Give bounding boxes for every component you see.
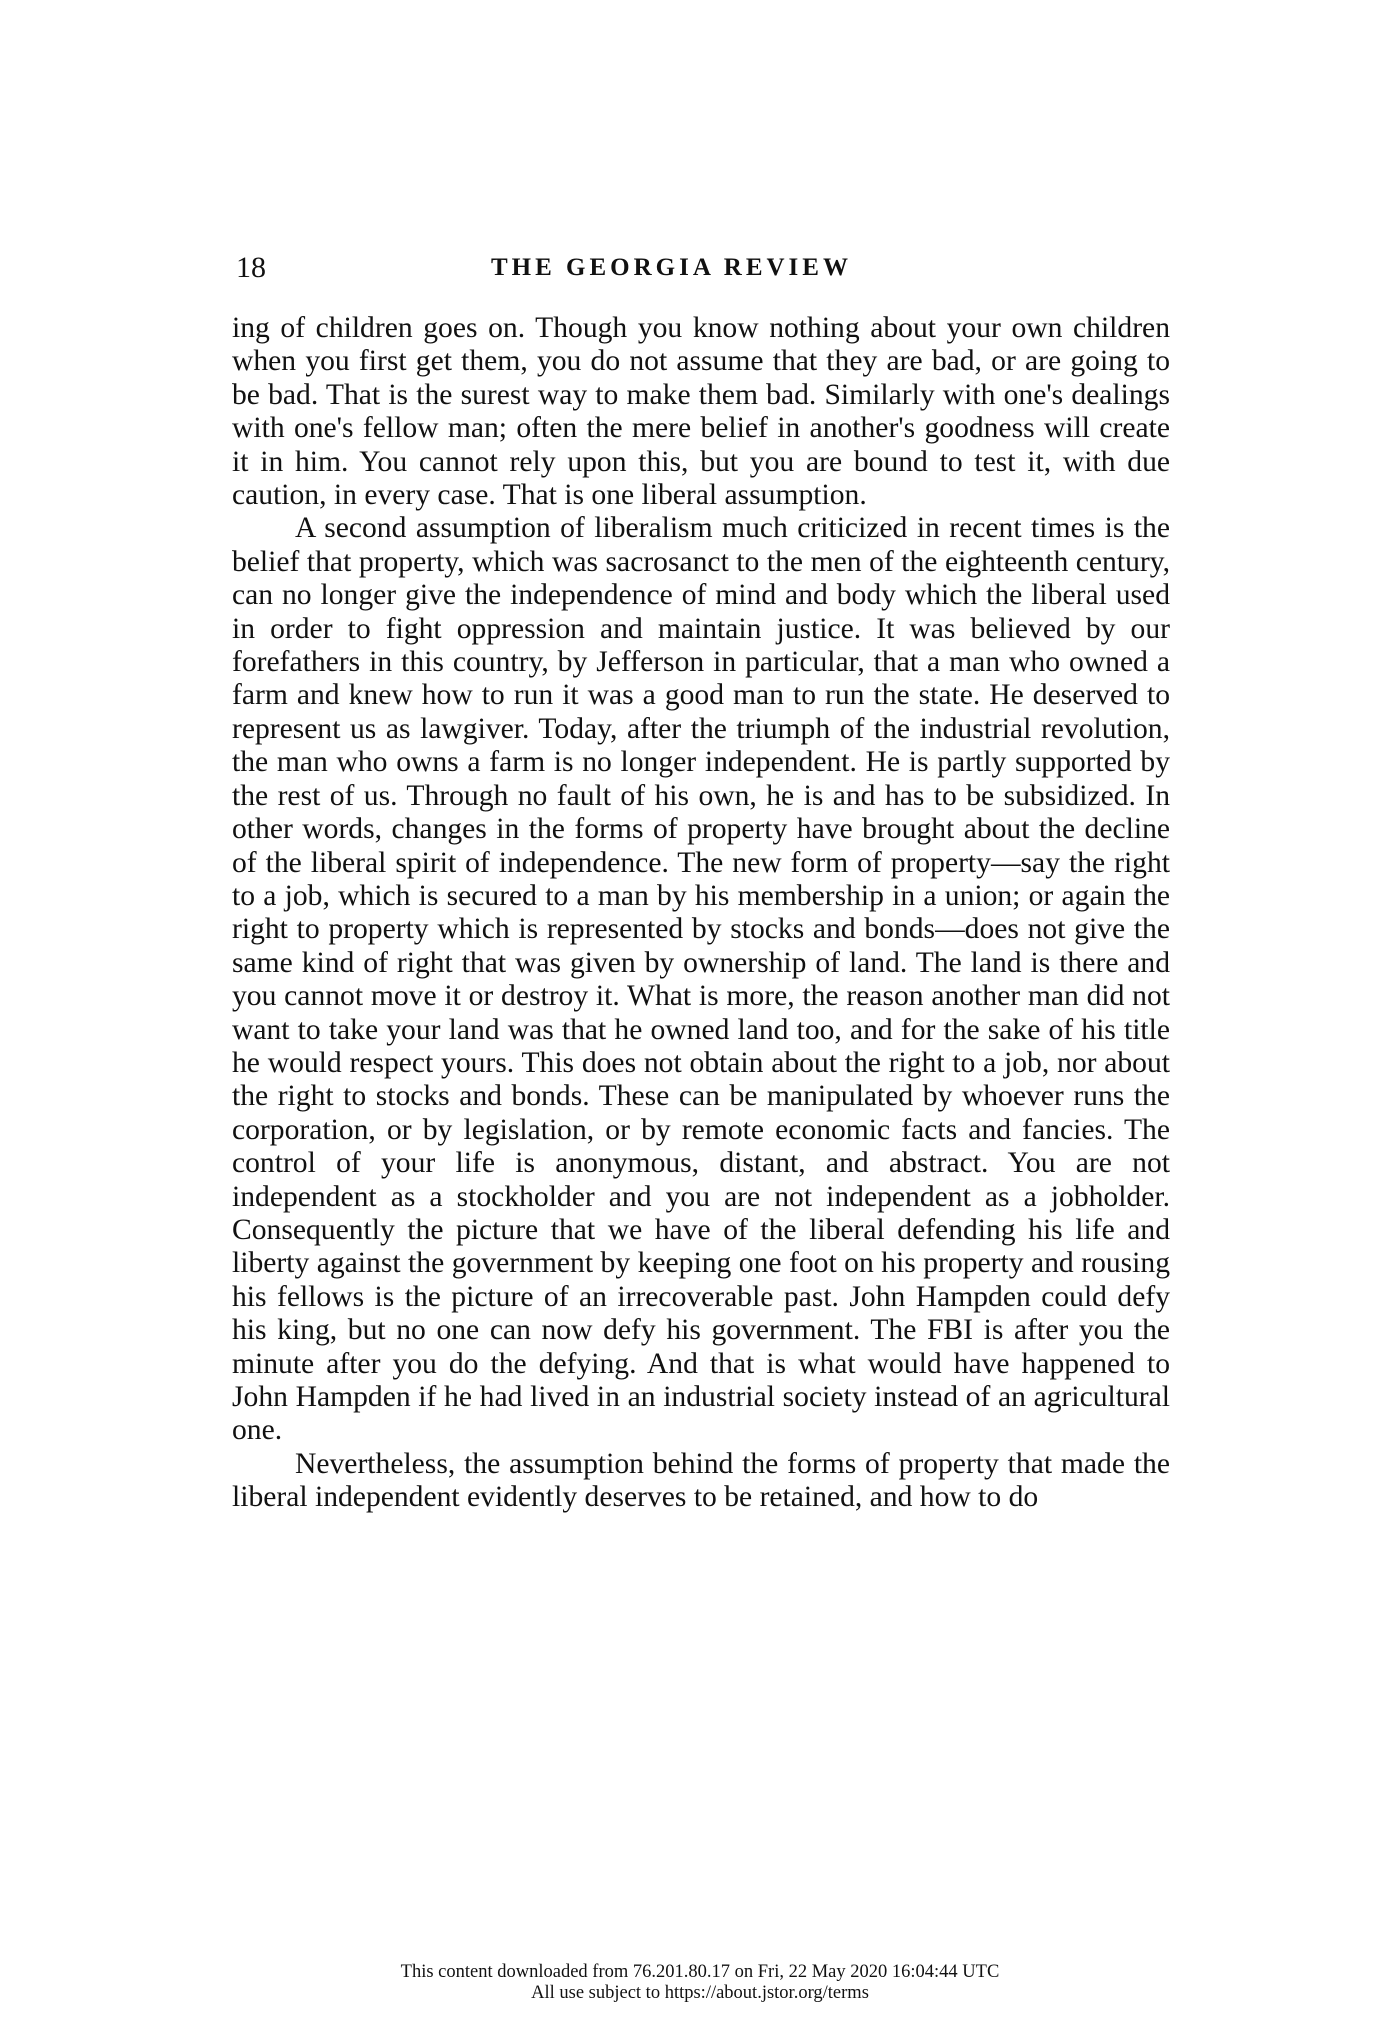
article-body (232, 312, 1170, 1515)
page-header (236, 248, 1171, 288)
download-footer (0, 1962, 1400, 2004)
download-notice: This content downloaded from 76.201.80.17 on Fri, 22 May 2020 16:04:44 UTC (400, 1962, 1000, 1982)
paragraph: ing of children goes on. Though you know nothing about your own children when you first get them, you do not assume that they are bad, or are going to be bad. That is the surest way to make them bad. Similarly with one's dealings with one's fellow man; often the mere belief in another's goodness will create it in him. You cannot rely upon this, but you are bound to test it, with due caution, in every case. That is one liberal assumption. (232, 312, 1170, 512)
terms-notice: All use subject to https://about.jstor.org/terms (531, 1983, 869, 2003)
running-head: THE GEORGIA REVIEW (491, 254, 852, 281)
page-number: 18 (236, 251, 266, 284)
paragraph: Nevertheless, the assumption behind the forms of property that made the liberal independent evidently deserves to be retained, and how to do (232, 1447, 1170, 1514)
paragraph: A second assumption of liberalism much criticized in recent times is the belief that property, which was sacrosanct to the men of the eighteenth century, can no longer give the independence of mind and body which the liberal used in order to fight oppression and maintain justice. It was believed by our forefathers in this country, by Jefferson in particular, that a man who owned a farm and knew how to run it was a good man to run the state. He deserved to represent us as lawgiver. Today, after the triumph of the industrial revolution, the man who owns a farm is no longer independent. He is partly supported by the rest of us. Through no fault of his own, he is and has to be subsidized. In other words, changes in the forms of property have brought about the decline of the liberal spirit of independence. The new form of property—say the right to a job, which is secured to a man by his membership in a union; or again the right to property which is represented by stocks and bonds—does not give the same kind of right that was given by ownership of land. The land is there and you cannot move it or destroy it. What is more, the reason another man did not want to take your land was that he owned land too, and for the sake of his title he would respect yours. This does not obtain about the right to a job, nor about the right to stocks and bonds. These can be manipulated by whoever runs the corporation, or by legislation, or by remote economic facts and fancies. The control of your life is anonymous, distant, and abstract. You are not independent as a stockholder and you are not independent as a jobholder. Consequently the picture that we have of the liberal defending his life and liberty against the government by keeping one foot on his property and rousing his fellows is the picture of an irrecoverable past. John Hampden could defy his king, but no one can now defy his government. The FBI is after you the minute after you do the defying. And that is what would have happened to John Hampden if he had lived in an industrial society instead of an agricultural one. (232, 512, 1170, 1447)
